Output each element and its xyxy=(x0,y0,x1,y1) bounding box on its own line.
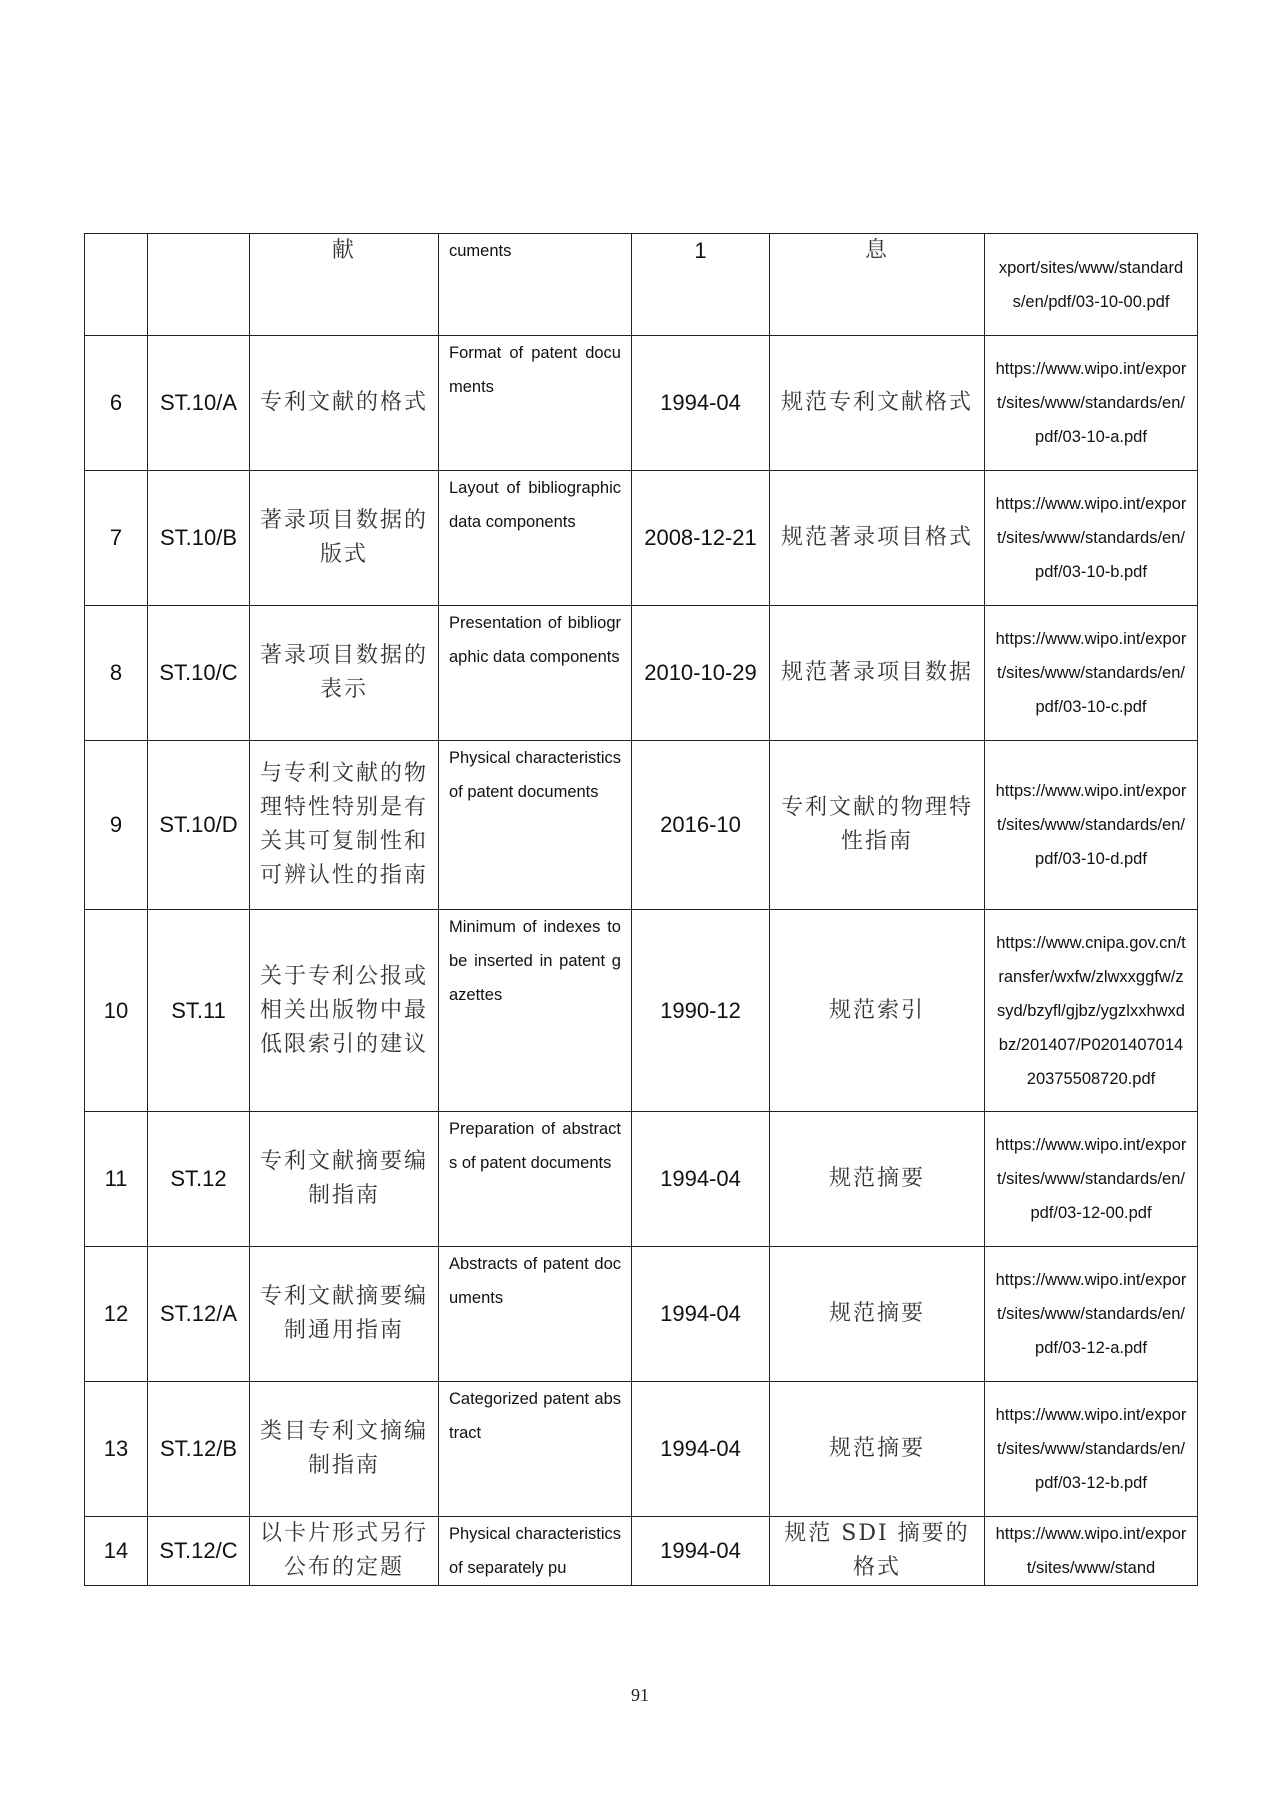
adoption-date: 2008-12-21 xyxy=(632,471,770,606)
row-number: 7 xyxy=(85,471,148,606)
table-row xyxy=(85,741,1198,910)
table-row xyxy=(85,234,1198,336)
standard-name-cn: 以卡片形式另行公布的定题 xyxy=(250,1517,439,1586)
adoption-date: 1994-04 xyxy=(632,1517,770,1586)
standard-url: https://www.wipo.int/export/sites/www/stand xyxy=(985,1517,1198,1586)
standard-code: ST.10/C xyxy=(148,606,250,741)
row-number: 14 xyxy=(85,1517,148,1586)
table-row xyxy=(85,910,1198,1112)
standard-code: ST.12 xyxy=(148,1112,250,1247)
row-number xyxy=(85,234,148,336)
page-number: 91 xyxy=(631,1685,649,1705)
standard-code: ST.10/D xyxy=(148,741,250,910)
standard-name-en: Abstracts of patent documents xyxy=(439,1247,632,1382)
standard-name-en: Physical characteristics of patent documents xyxy=(439,741,632,910)
standard-code: ST.12/B xyxy=(148,1382,250,1517)
description-cn: 规范摘要 xyxy=(770,1382,985,1517)
standard-name-cn: 著录项目数据的版式 xyxy=(250,471,439,606)
standard-url: https://www.wipo.int/export/sites/www/standards/en/pdf/03-10-a.pdf xyxy=(985,336,1198,471)
standard-name-cn: 著录项目数据的表示 xyxy=(250,606,439,741)
standard-name-en: Minimum of indexes to be inserted in patent gazettes xyxy=(439,910,632,1112)
standard-code: ST.11 xyxy=(148,910,250,1112)
table-row xyxy=(85,1382,1198,1517)
adoption-date: 2010-10-29 xyxy=(632,606,770,741)
standard-name-cn: 类目专利文摘编制指南 xyxy=(250,1382,439,1517)
row-number: 12 xyxy=(85,1247,148,1382)
standard-code xyxy=(148,234,250,336)
standard-name-en: cuments xyxy=(439,234,632,336)
description-cn: 规范摘要 xyxy=(770,1247,985,1382)
standard-name-cn: 专利文献的格式 xyxy=(250,336,439,471)
table-row xyxy=(85,1112,1198,1247)
adoption-date: 1994-04 xyxy=(632,1247,770,1382)
standard-name-en: Preparation of abstracts of patent documents xyxy=(439,1112,632,1247)
standard-name-cn: 关于专利公报或相关出版物中最低限索引的建议 xyxy=(250,910,439,1112)
standard-code: ST.12/C xyxy=(148,1517,250,1586)
standard-name-en: Presentation of bibliographic data components xyxy=(439,606,632,741)
row-number: 8 xyxy=(85,606,148,741)
adoption-date: 1990-12 xyxy=(632,910,770,1112)
row-number: 11 xyxy=(85,1112,148,1247)
standard-name-cn: 专利文献摘要编制通用指南 xyxy=(250,1247,439,1382)
description-cn: 规范摘要 xyxy=(770,1112,985,1247)
adoption-date: 1 xyxy=(632,234,770,336)
standards-table xyxy=(84,233,1198,1586)
standard-name-cn: 献 xyxy=(250,234,439,336)
table-row xyxy=(85,1247,1198,1382)
standard-url: https://www.wipo.int/export/sites/www/standards/en/pdf/03-10-d.pdf xyxy=(985,741,1198,910)
table-row xyxy=(85,336,1198,471)
standard-url: https://www.wipo.int/export/sites/www/standards/en/pdf/03-12-00.pdf xyxy=(985,1112,1198,1247)
standard-url: https://www.wipo.int/export/sites/www/standards/en/pdf/03-12-b.pdf xyxy=(985,1382,1198,1517)
standard-name-en: Categorized patent abstract xyxy=(439,1382,632,1517)
standard-name-cn: 专利文献摘要编制指南 xyxy=(250,1112,439,1247)
standard-code: ST.10/B xyxy=(148,471,250,606)
row-number: 9 xyxy=(85,741,148,910)
description-cn: 息 xyxy=(770,234,985,336)
adoption-date: 1994-04 xyxy=(632,1382,770,1517)
description-cn: 规范索引 xyxy=(770,910,985,1112)
table-row xyxy=(85,606,1198,741)
description-cn: 规范 SDI 摘要的格式 xyxy=(770,1517,985,1586)
standard-name-en: Layout of bibliographic data components xyxy=(439,471,632,606)
standard-code: ST.10/A xyxy=(148,336,250,471)
standard-url: https://www.cnipa.gov.cn/transfer/wxfw/zlwxxggfw/zsyd/bzyfl/gjbz/ygzlxxhwxdbz/201407/P020140701420375508720.pdf xyxy=(985,910,1198,1112)
standard-url: xport/sites/www/standards/en/pdf/03-10-00.pdf xyxy=(985,234,1198,336)
standard-name-en: Physical characteristics of separately pu xyxy=(439,1517,632,1586)
description-cn: 规范专利文献格式 xyxy=(770,336,985,471)
adoption-date: 1994-04 xyxy=(632,1112,770,1247)
description-cn: 专利文献的物理特性指南 xyxy=(770,741,985,910)
standard-name-en: Format of patent documents xyxy=(439,336,632,471)
standard-url: https://www.wipo.int/export/sites/www/standards/en/pdf/03-10-c.pdf xyxy=(985,606,1198,741)
adoption-date: 2016-10 xyxy=(632,741,770,910)
row-number: 13 xyxy=(85,1382,148,1517)
adoption-date: 1994-04 xyxy=(632,336,770,471)
table-row xyxy=(85,471,1198,606)
standard-url: https://www.wipo.int/export/sites/www/standards/en/pdf/03-12-a.pdf xyxy=(985,1247,1198,1382)
description-cn: 规范著录项目格式 xyxy=(770,471,985,606)
table-row xyxy=(85,1517,1198,1586)
standard-code: ST.12/A xyxy=(148,1247,250,1382)
standard-name-cn: 与专利文献的物理特性特别是有关其可复制性和可辨认性的指南 xyxy=(250,741,439,910)
row-number: 6 xyxy=(85,336,148,471)
standard-url: https://www.wipo.int/export/sites/www/standards/en/pdf/03-10-b.pdf xyxy=(985,471,1198,606)
description-cn: 规范著录项目数据 xyxy=(770,606,985,741)
row-number: 10 xyxy=(85,910,148,1112)
